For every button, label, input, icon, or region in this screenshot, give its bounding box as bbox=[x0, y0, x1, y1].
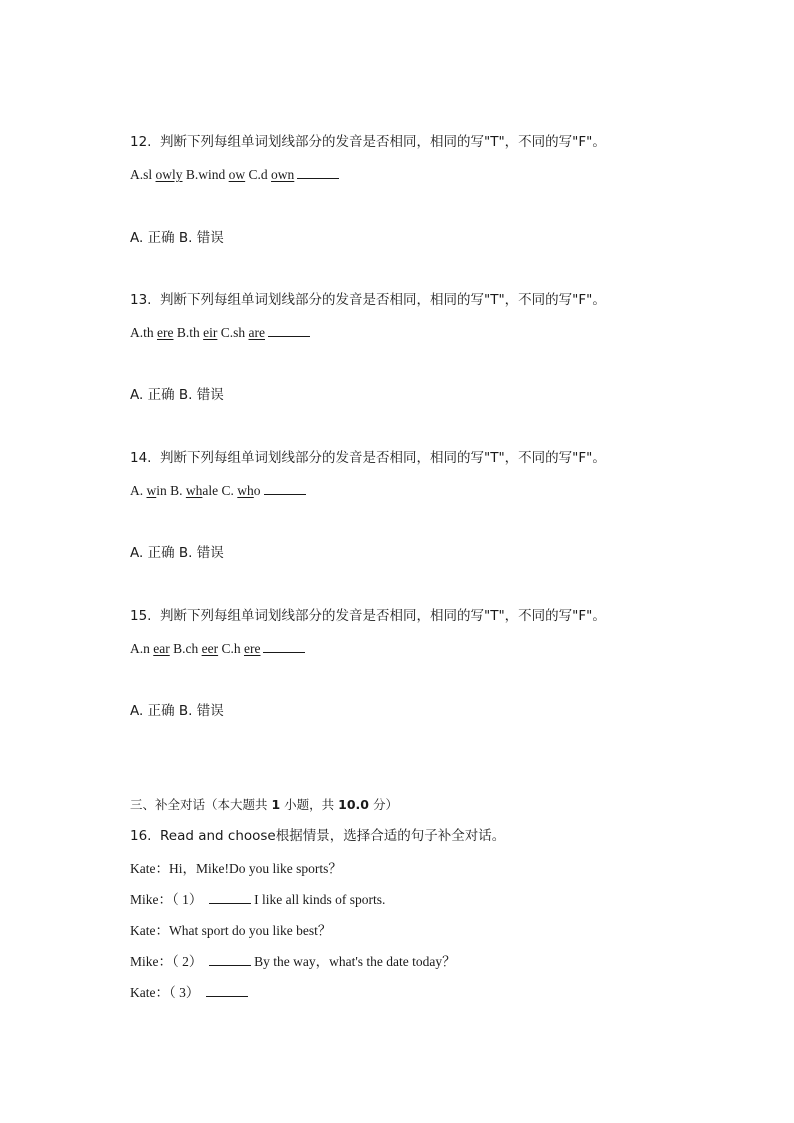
answer-blank[interactable] bbox=[268, 335, 310, 337]
dialogue-text: Kate：（ 3） bbox=[130, 985, 203, 1000]
word-b-prefix: B.wind bbox=[182, 167, 229, 182]
dialogue-line bbox=[130, 893, 385, 907]
question-prompt: 判断下列每组单词划线部分的发音是否相同，相同的写"T"，不同的写"F"。 bbox=[160, 450, 606, 466]
word-c-suffix: o bbox=[253, 483, 261, 498]
dialogue-text: Kate：Hi，Mike!Do you like sports？ bbox=[130, 861, 342, 876]
dialogue-line bbox=[130, 924, 331, 938]
word-b-prefix: B. bbox=[166, 483, 186, 498]
dialogue-text-after: By the way，what's the date today？ bbox=[250, 954, 456, 969]
question-number: 16. bbox=[130, 828, 152, 844]
section-score: 10.0 bbox=[338, 797, 369, 812]
word-a-underlined: ere bbox=[157, 325, 174, 340]
answer-blank[interactable] bbox=[209, 902, 251, 904]
question-prompt: 判断下列每组单词划线部分的发音是否相同，相同的写"T"，不同的写"F"。 bbox=[160, 292, 606, 308]
word-a-underlined: ear bbox=[153, 641, 170, 656]
answer-blank[interactable] bbox=[263, 651, 305, 653]
question-14-words bbox=[130, 484, 306, 498]
word-c-underlined: are bbox=[248, 325, 265, 340]
answer-blank[interactable] bbox=[209, 964, 251, 966]
section-heading-prefix: 三、补全对话（本大题共 bbox=[130, 797, 272, 812]
word-b-underlined: ow bbox=[228, 167, 246, 182]
word-a-underlined: owly bbox=[155, 167, 183, 182]
question-13-prompt-line bbox=[130, 294, 606, 308]
dialogue-line bbox=[130, 986, 248, 1000]
question-12-words bbox=[130, 168, 339, 182]
dialogue-text: Kate：What sport do you like best？ bbox=[130, 923, 332, 938]
question-12-prompt-line bbox=[130, 136, 606, 150]
answer-blank[interactable] bbox=[297, 177, 339, 179]
question-13-words bbox=[130, 326, 310, 340]
question-15-words bbox=[130, 642, 305, 656]
word-a-suffix: in bbox=[156, 483, 167, 498]
word-c-prefix: C. bbox=[218, 483, 238, 498]
word-a-prefix: A.th bbox=[130, 325, 157, 340]
dialogue-text: Mike：（ 1） bbox=[130, 892, 206, 907]
dialogue-text: Mike：（ 2） bbox=[130, 954, 206, 969]
word-a-underlined: w bbox=[146, 483, 157, 498]
question-14-prompt-line bbox=[130, 452, 606, 466]
word-a-prefix: A.sl bbox=[130, 167, 156, 182]
word-c-underlined: ere bbox=[243, 641, 261, 656]
section-heading-mid: 小题，共 bbox=[280, 797, 339, 812]
word-c-prefix: C.sh bbox=[217, 325, 249, 340]
word-c-prefix: C.d bbox=[245, 167, 272, 182]
word-c-underlined: wh bbox=[237, 483, 254, 498]
answer-blank[interactable] bbox=[264, 493, 306, 495]
dialogue-line bbox=[130, 862, 342, 876]
question-15-options: A. 正确 B. 错误 bbox=[130, 703, 224, 719]
question-number: 14. bbox=[130, 450, 152, 466]
word-a-prefix: A. bbox=[130, 483, 147, 498]
answer-blank[interactable] bbox=[206, 995, 248, 997]
question-prompt: Read and choose根据情景，选择合适的句子补全对话。 bbox=[160, 828, 506, 844]
word-b-underlined: eer bbox=[201, 641, 219, 656]
question-12-options: A. 正确 B. 错误 bbox=[130, 230, 224, 246]
section-question-count: 1 bbox=[271, 797, 281, 812]
question-number: 13. bbox=[130, 292, 152, 308]
dialogue-line bbox=[130, 955, 456, 969]
question-prompt: 判断下列每组单词划线部分的发音是否相同，相同的写"T"，不同的写"F"。 bbox=[160, 134, 606, 150]
question-15-prompt-line bbox=[130, 610, 606, 624]
word-a-prefix: A.n bbox=[130, 641, 154, 656]
word-b-underlined: wh bbox=[185, 483, 203, 498]
word-b-prefix: B.ch bbox=[169, 641, 202, 656]
word-b-suffix: ale bbox=[202, 483, 219, 498]
question-13-options: A. 正确 B. 错误 bbox=[130, 387, 224, 403]
question-number: 12. bbox=[130, 134, 152, 150]
word-b-prefix: B.th bbox=[173, 325, 204, 340]
word-b-underlined: eir bbox=[203, 325, 218, 340]
word-c-underlined: own bbox=[271, 167, 295, 182]
question-16-prompt-line bbox=[130, 830, 505, 844]
section-3-heading bbox=[130, 799, 398, 812]
question-number: 15. bbox=[130, 608, 152, 624]
question-14-options: A. 正确 B. 错误 bbox=[130, 545, 224, 561]
word-c-prefix: C.h bbox=[218, 641, 244, 656]
dialogue-text-after: I like all kinds of sports. bbox=[250, 892, 386, 907]
question-prompt: 判断下列每组单词划线部分的发音是否相同，相同的写"T"，不同的写"F"。 bbox=[160, 608, 606, 624]
section-heading-suffix: 分） bbox=[368, 797, 398, 812]
